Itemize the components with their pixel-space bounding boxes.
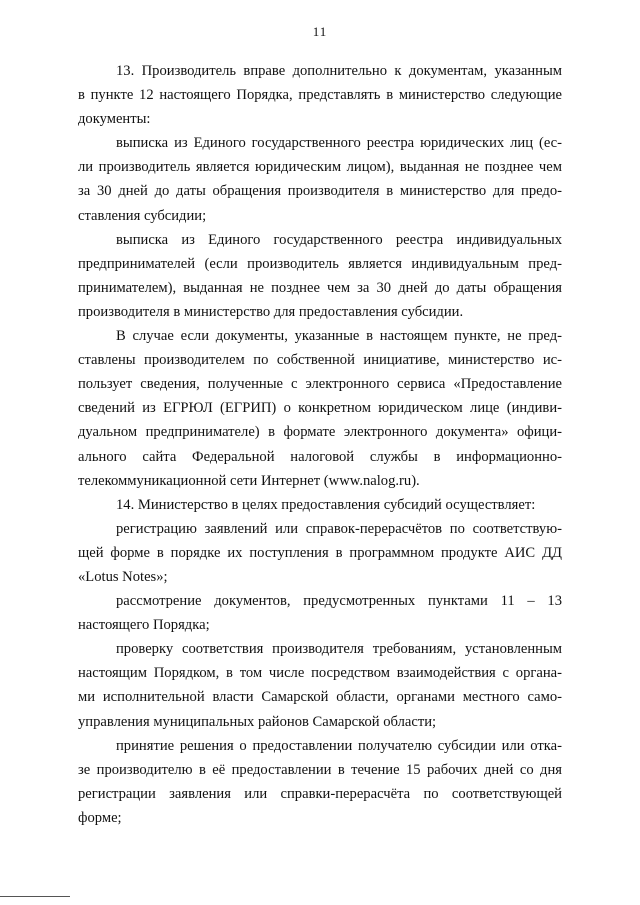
text-line: ального сайта Федеральной налоговой службы в информационно- (78, 448, 562, 465)
paragraph (78, 637, 562, 733)
text-line: управления муниципальных районов Самарской области; (78, 713, 437, 730)
text-line: телекоммуникационной сети Интернет (www.nalog.ru). (78, 472, 420, 489)
text-line: В случае если документы, указанные в настоящем пункте, не пред- (116, 328, 562, 345)
text-line: ставления субсидии; (78, 207, 207, 224)
text-line: рассмотрение документов, предусмотренных пунктами 11 – 13 (116, 593, 562, 610)
text-line: принятие решения о предоставлении получателю субсидии или отка- (116, 737, 562, 754)
text-line: ставлены производителем по собственной инициативе, министерство ис- (78, 352, 562, 369)
text-line: настоящего Порядка; (78, 617, 210, 634)
document-body (78, 59, 562, 830)
text-line: щей форме в порядке их поступления в программном продукте АИС ДД (78, 544, 562, 561)
paragraph (78, 589, 562, 637)
text-line: предпринимателей (если производитель является индивидуальным пред- (78, 255, 562, 272)
text-line: регистрации заявления или справки-перерасчёта по соответствующей (78, 785, 562, 802)
text-line: ми исполнительной власти Самарской области, органами местного само- (78, 689, 562, 706)
paragraph (78, 131, 562, 227)
footer-rule (0, 896, 70, 897)
text-line: документы: (78, 111, 151, 128)
text-line: за 30 дней до даты обращения производителя в министерство для предо- (78, 183, 562, 200)
paragraph (78, 734, 562, 830)
text-line: ли производитель является юридическим лицом), выданная не позднее чем (78, 159, 562, 176)
text-line: выписка из Единого государственного реестра индивидуальных (116, 231, 562, 248)
text-line: пользует сведения, полученные с электронного сервиса «Предоставление (78, 376, 562, 393)
text-line: регистрацию заявлений или справок-перерасчётов по соответствую- (116, 520, 562, 537)
paragraph (78, 59, 562, 131)
text-line: в пункте 12 настоящего Порядка, представлять в министерство следующие (78, 87, 562, 104)
page-number: 11 (312, 24, 328, 39)
text-line: проверку соответствия производителя требованиям, установленным (116, 641, 562, 658)
text-line: зе производителю в её предоставлении в течение 15 рабочих дней со дня (78, 761, 562, 778)
text-line: сведений из ЕГРЮЛ (ЕГРИП) о конкретном юридическом лице (индиви- (78, 400, 562, 417)
text-line: 13. Производитель вправе дополнительно к документам, указанным (116, 63, 562, 79)
text-line: выписка из Единого государственного реестра юридических лиц (ес- (116, 135, 562, 152)
paragraph (78, 493, 562, 517)
text-line: «Lotus Notes»; (78, 568, 168, 585)
paragraph (78, 517, 562, 589)
text-line: производителя в министерство для предоставления субсидии. (78, 303, 464, 320)
paragraph (78, 324, 562, 493)
text-line: настоящим Порядком, в том числе посредством взаимодействия с органа- (78, 665, 562, 682)
paragraph (78, 228, 562, 324)
text-line: принимателем), выданная не позднее чем за 30 дней до даты обращения (78, 279, 562, 296)
text-line: 14. Министерство в целях предоставления субсидий осуществляет: (116, 496, 536, 513)
text-line: дуальном предпринимателе) в формате электронного документа» офици- (78, 424, 562, 441)
text-line: форме; (78, 809, 122, 826)
